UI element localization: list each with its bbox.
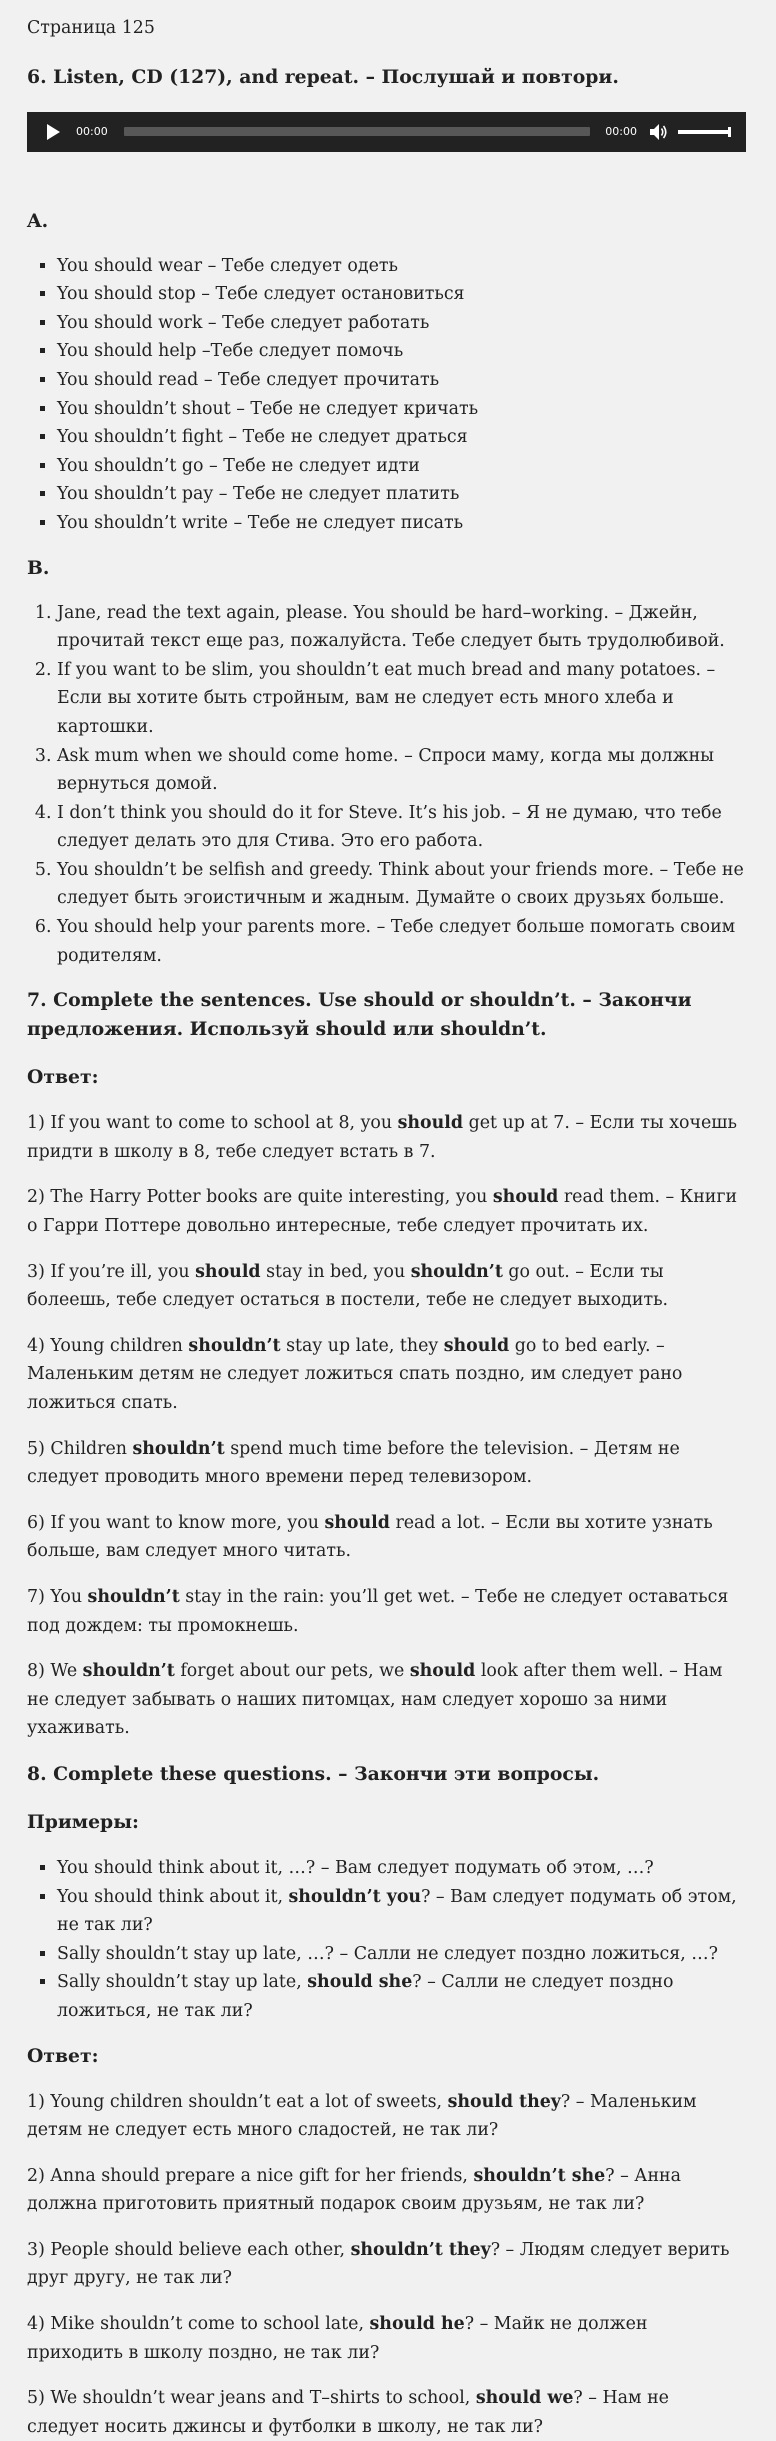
emphasis: shouldn’t [87, 1586, 180, 1607]
list-item: ▪ You shouldn’t pay – Тебе не следует платить [57, 480, 746, 509]
list-item: 2. If you want to be slim, you shouldn’t eat much bread and many potatoes. – Если вы хотите быть стройным, вам не следует есть много хлеба и картошки. [57, 656, 746, 742]
emphasis: should [397, 1113, 464, 1134]
text: 3) People should believe each other, [27, 2239, 351, 2260]
text: Sally shouldn’t stay up late, [57, 1972, 308, 1993]
ex8-answer-label: Ответ: [27, 2044, 99, 2067]
list-item [57, 1940, 746, 1969]
list-item: ▪ You shouldn’t fight – Тебе не следует драться [57, 423, 746, 452]
progress-track[interactable] [124, 127, 591, 136]
text: read a lot. – Если вы хотите узнать больше, вам следует много читать. [27, 1512, 713, 1562]
emphasis: should [492, 1187, 559, 1208]
ex8-answer-3 [27, 2236, 746, 2293]
emphasis: should we [475, 2388, 574, 2409]
list-item: ▪ You shouldn’t write – Тебе не следует писать [57, 509, 746, 538]
emphasis: should she [307, 1972, 413, 1993]
text: You should think about it, …? – Вам следует подумать об этом, …? [57, 1857, 654, 1878]
text: 4) Young children [27, 1335, 189, 1356]
emphasis: should [443, 1335, 510, 1356]
ex8-examples-list [27, 1854, 746, 2026]
ex7-answer-label: Ответ: [27, 1066, 99, 1089]
text: forget about our pets, we [174, 1661, 410, 1682]
emphasis: should [324, 1512, 390, 1533]
text: ? – Маленьким детям не следует есть много сладостей, не так ли? [27, 2091, 697, 2141]
section-a-label: A. [27, 209, 49, 232]
page-number: Страница 125 [27, 18, 155, 38]
ex8-answer-4 [27, 2310, 746, 2367]
text: 5) Children [27, 1438, 133, 1459]
text: ? – Салли не следует поздно ложиться, не так ли? [57, 1972, 674, 2021]
text: stay in bed, you [260, 1261, 411, 1282]
text: ? – Анна должна приготовить приятный подарок своим друзьям, не так ли? [27, 2165, 682, 2215]
text: ? – Майк не должен приходить в школу поздно, не так ли? [27, 2314, 648, 2363]
text: 7) You [27, 1586, 88, 1607]
list-item [57, 1883, 746, 1940]
ex8-answer-5 [27, 2384, 746, 2441]
emphasis: should [195, 1261, 261, 1282]
text: 2) Anna should prepare a nice gift for her friends, [27, 2165, 474, 2186]
text: ? – Вам следует подумать об этом, не так ли? [57, 1886, 737, 1936]
text: 8) We [27, 1661, 83, 1682]
list-item [57, 1854, 746, 1883]
text: read them. – Книги о Гарри Поттере довольно интересные, тебе следует прочитать их. [27, 1187, 738, 1237]
text: Sally shouldn’t stay up late, …? – Салли не следует поздно ложиться, …? [57, 1943, 718, 1964]
section-a-list [27, 252, 746, 538]
ex7-answer-1 [27, 1109, 746, 1166]
ex7-answer-8 [27, 1657, 746, 1743]
emphasis: should they [447, 2091, 561, 2112]
emphasis: shouldn’t [82, 1661, 175, 1682]
text: ? – Людям следует верить друг другу, не так ли? [27, 2239, 730, 2289]
list-item: 5. You shouldn’t be selfish and greedy. Think about your friends more. – Тебе не следует быть эгоистичным и жадным. Думайте о своих друзьях больше. [57, 856, 746, 913]
text: 5) We shouldn’t wear jeans and T–shirts to school, [27, 2388, 476, 2409]
list-item: 4. I don’t think you should do it for Steve. It’s his job. – Я не думаю, что тебе следует делать это для Стива. Это его работа. [57, 799, 746, 856]
text: spend much time before the television. – Детям не следует проводить много времени перед телевизором. [27, 1438, 680, 1488]
emphasis: shouldn’t [188, 1335, 281, 1356]
list-item: 3. Ask mum when we should come home. – Спроси маму, когда мы должны вернуться домой. [57, 742, 746, 799]
text: get up at 7. – Если ты хочешь придти в школу в 8, тебе следует встать в 7. [27, 1113, 737, 1162]
text: look after them well. – Нам не следует забывать о наших питомцах, нам следует хорошо за ними ухаживать. [27, 1661, 723, 1739]
text: stay up late, they [280, 1335, 444, 1356]
ex7-title: 7. Complete the sentences. Use should or shouldn’t. – Закончи предложения. Используй should или shouldn’t. [27, 989, 692, 1041]
emphasis: shouldn’t they [350, 2239, 491, 2260]
text: 1) Young children shouldn’t eat a lot of sweets, [27, 2091, 448, 2112]
volume-slider[interactable] [678, 130, 730, 134]
ex7-answer-5 [27, 1435, 746, 1492]
section-b-list [27, 599, 746, 971]
ex7-answer-7 [27, 1583, 746, 1640]
list-item: ▪ You should stop – Тебе следует остановиться [57, 280, 746, 309]
emphasis: shouldn’t she [473, 2165, 606, 2186]
duration-time: 00:00 [605, 124, 637, 138]
text: You should think about it, [57, 1886, 289, 1907]
emphasis: shouldn’t you [288, 1886, 422, 1907]
current-time: 00:00 [76, 124, 108, 138]
list-item: ▪ You should wear – Тебе следует одеть [57, 252, 746, 281]
text: 3) If you’re ill, you [27, 1261, 196, 1282]
text: ? – Нам не следует носить джинсы и футболки в школу, не так ли? [27, 2388, 669, 2437]
volume-knob[interactable] [728, 127, 731, 137]
ex7-answer-4 [27, 1332, 746, 1418]
ex8-title: 8. Complete these questions. – Закончи эти вопросы. [27, 1762, 600, 1785]
list-item: ▪ You should work – Тебе следует работать [57, 309, 746, 338]
list-item [57, 1968, 746, 2025]
text: go to bed early. – Маленьким детям не следует ложиться спать поздно, им следует рано ложиться спать. [27, 1335, 683, 1413]
emphasis: should [409, 1661, 476, 1682]
play-icon[interactable] [47, 124, 60, 140]
list-item: ▪ You should read – Тебе следует прочитать [57, 366, 746, 395]
list-item: 1. Jane, read the text again, please. You should be hard–working. – Джейн, прочитай текст еще раз, пожалуйста. Тебе следует быть трудолюбивой. [57, 599, 746, 656]
ex7-answer-6 [27, 1509, 746, 1566]
emphasis: shouldn’t [132, 1438, 225, 1459]
section-b-label: B. [27, 556, 50, 579]
emphasis: shouldn’t [410, 1261, 503, 1282]
text: go out. – Если ты болеешь, тебе следует остаться в постели, тебе не следует выходить. [27, 1261, 669, 1311]
ex8-answer-1 [27, 2088, 746, 2145]
text: stay in the rain: you’ll get wet. – Тебе не следует оставаться под дождем: ты промокнешь. [27, 1586, 729, 1636]
ex7-answer-2 [27, 1183, 746, 1240]
ex8-examples-label: Примеры: [27, 1810, 139, 1833]
ex6-title: 6. Listen, CD (127), and repeat. – Послушай и повтори. [27, 65, 619, 88]
text: 6) If you want to know more, you [27, 1512, 325, 1533]
ex7-answer-3 [27, 1258, 746, 1315]
volume-icon[interactable] [649, 123, 669, 141]
list-item: ▪ You shouldn’t shout – Тебе не следует кричать [57, 395, 746, 424]
list-item: 6. You should help your parents more. – Тебе следует больше помогать своим родителям. [57, 913, 746, 970]
text: 4) Mike shouldn’t come to school late, [27, 2314, 370, 2335]
ex8-answer-2 [27, 2162, 746, 2219]
emphasis: should he [369, 2314, 465, 2335]
list-item: ▪ You should help –Тебе следует помочь [57, 337, 746, 366]
text: 2) The Harry Potter books are quite interesting, you [27, 1187, 493, 1208]
audio-player [27, 112, 746, 152]
list-item: ▪ You shouldn’t go – Тебе не следует идти [57, 452, 746, 481]
text: 1) If you want to come to school at 8, you [27, 1113, 398, 1134]
